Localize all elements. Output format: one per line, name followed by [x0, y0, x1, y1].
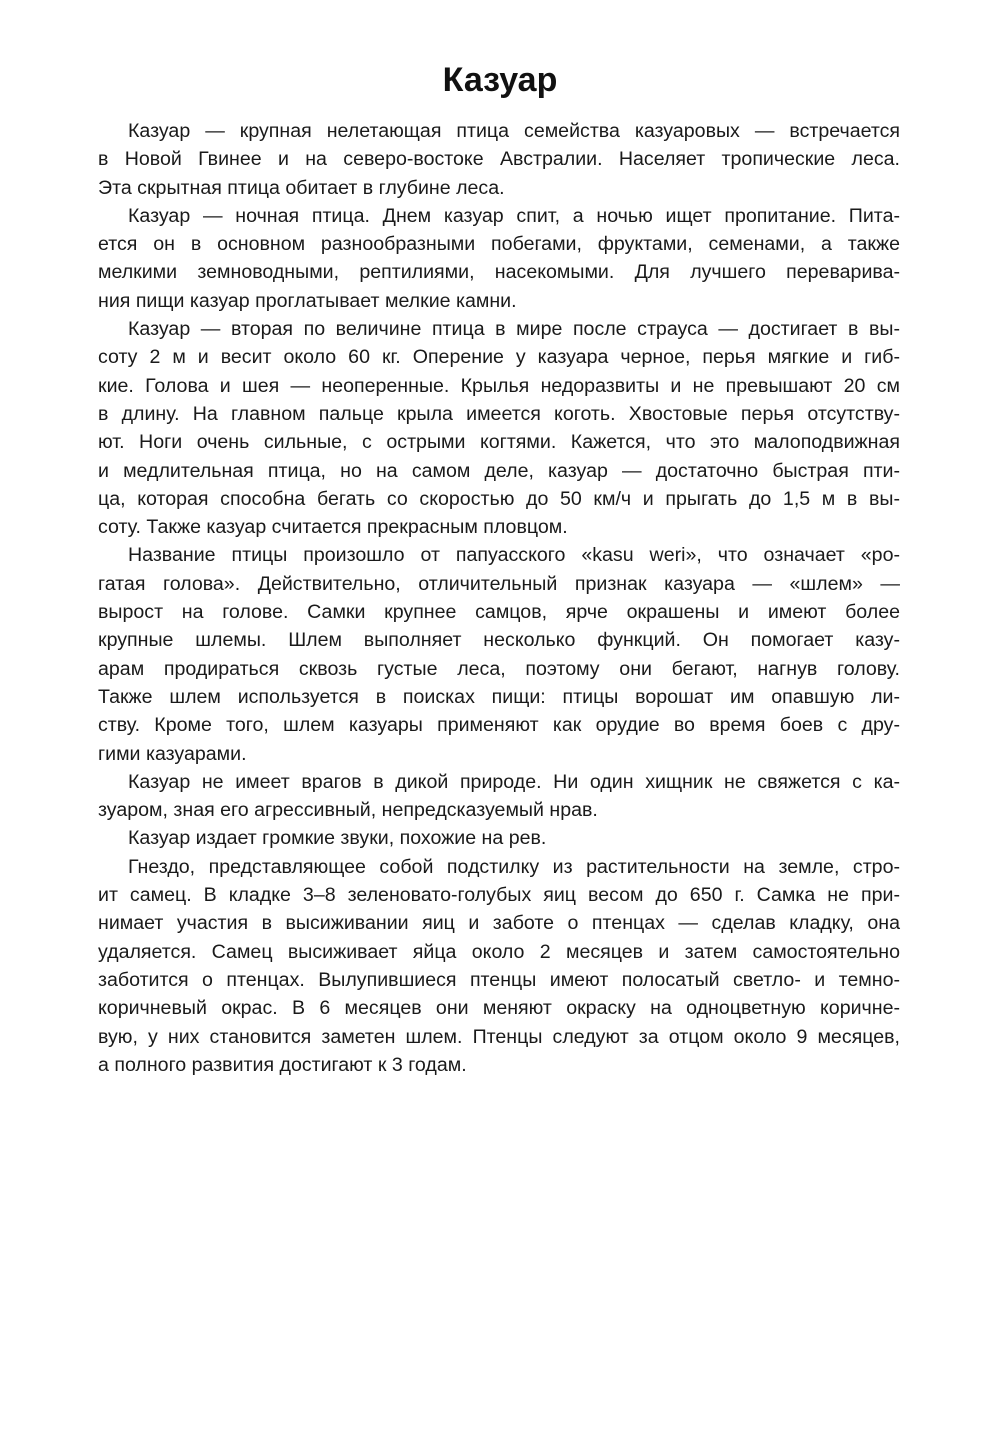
page-title: Казуар	[442, 61, 558, 99]
text-line: и медлительная птица, но на самом деле, казуар — достаточно быстрая пти-	[98, 459, 900, 482]
text-line: удаляется. Самец высиживает яйца около 2 месяцев и затем самостоятельно	[98, 940, 900, 963]
text-line: заботится о птенцах. Вылупившиеся птенцы имеют полосатый светло- и темно-	[98, 968, 900, 991]
text-line: Казуар — ночная птица. Днем казуар спит, а ночью ищет пропитание. Пита-	[128, 204, 900, 227]
text-line: ит самец. В кладке 3–8 зеленовато-голубых яиц весом до 650 г. Самка не при-	[98, 884, 900, 907]
text-line: ется он в основном разнообразными побегами, фруктами, семенами, а также	[98, 233, 900, 256]
text-line: арам продираться сквозь густые леса, поэтому они бегают, нагнув голову.	[98, 657, 900, 680]
text-line: ют. Ноги очень сильные, с острыми когтями. Кажется, что это малоподвижная	[98, 431, 900, 454]
text-line: соту. Также казуар считается прекрасным пловцом.	[98, 516, 568, 539]
text-line: гими казуарами.	[98, 742, 247, 765]
text-line: нимает участия в высиживании яиц и заботе о птенцах — сделав кладку, она	[98, 912, 900, 935]
text-line: соту 2 м и весит около 60 кг. Оперение у казуара черное, перья мягкие и гиб-	[98, 346, 900, 369]
article-body	[98, 117, 900, 1079]
text-line: а полного развития достигают к 3 годам.	[98, 1053, 467, 1076]
text-line: гатая голова». Действительно, отличительный признак казуара — «шлем» —	[98, 572, 900, 595]
text-line: ца, которая способна бегать со скоростью до 50 км/ч и прыгать до 1,5 м в вы-	[98, 487, 900, 510]
text-line: Гнездо, представляющее собой подстилку из растительности на земле, стро-	[128, 855, 900, 878]
text-line: зуаром, зная его агрессивный, непредсказуемый нрав.	[98, 799, 598, 822]
text-line: Эта скрытная птица обитает в глубине леса.	[98, 176, 505, 199]
text-line: в длину. На главном пальце крыла имеется коготь. Хвостовые перья отсутству-	[98, 402, 900, 425]
text-line: Казуар не имеет врагов в дикой природе. Ни один хищник не свяжется с ка-	[128, 770, 900, 793]
text-line: коричневый окрас. В 6 месяцев они меняют окраску на одноцветную коричне-	[98, 997, 900, 1020]
text-line: мелкими земноводными, рептилиями, насекомыми. Для лучшего переварива-	[98, 261, 900, 284]
text-line: крупные шлемы. Шлем выполняет несколько функций. Он помогает казу-	[98, 629, 900, 652]
text-line: Казуар — вторая по величине птица в мире после страуса — достигает в вы-	[128, 318, 900, 341]
text-line: кие. Голова и шея — неоперенные. Крылья недоразвиты и не превышают 20 см	[98, 374, 900, 397]
text-line: Казуар — крупная нелетающая птица семейства казуаровых — встречается	[128, 120, 900, 142]
text-line: в Новой Гвинее и на северо-востоке Австралии. Населяет тропические леса.	[98, 148, 900, 171]
text-line: Казуар издает громкие звуки, похожие на рев.	[128, 827, 547, 850]
text-line: ству. Кроме того, шлем казуары применяют как орудие во время боев с дру-	[98, 714, 900, 737]
text-line: ния пищи казуар проглатывает мелкие камни.	[98, 289, 517, 312]
text-line: Также шлем используется в поисках пищи: птицы ворошат им опавшую ли-	[98, 685, 900, 708]
text-line: вую, у них становится заметен шлем. Птенцы следуют за отцом около 9 месяцев,	[98, 1025, 900, 1048]
text-line: вырост на голове. Самки крупнее самцов, ярче окрашены и имеют более	[98, 601, 900, 624]
text-line: Название птицы произошло от папуасского «kasu weri», что означает «ро-	[128, 544, 900, 567]
